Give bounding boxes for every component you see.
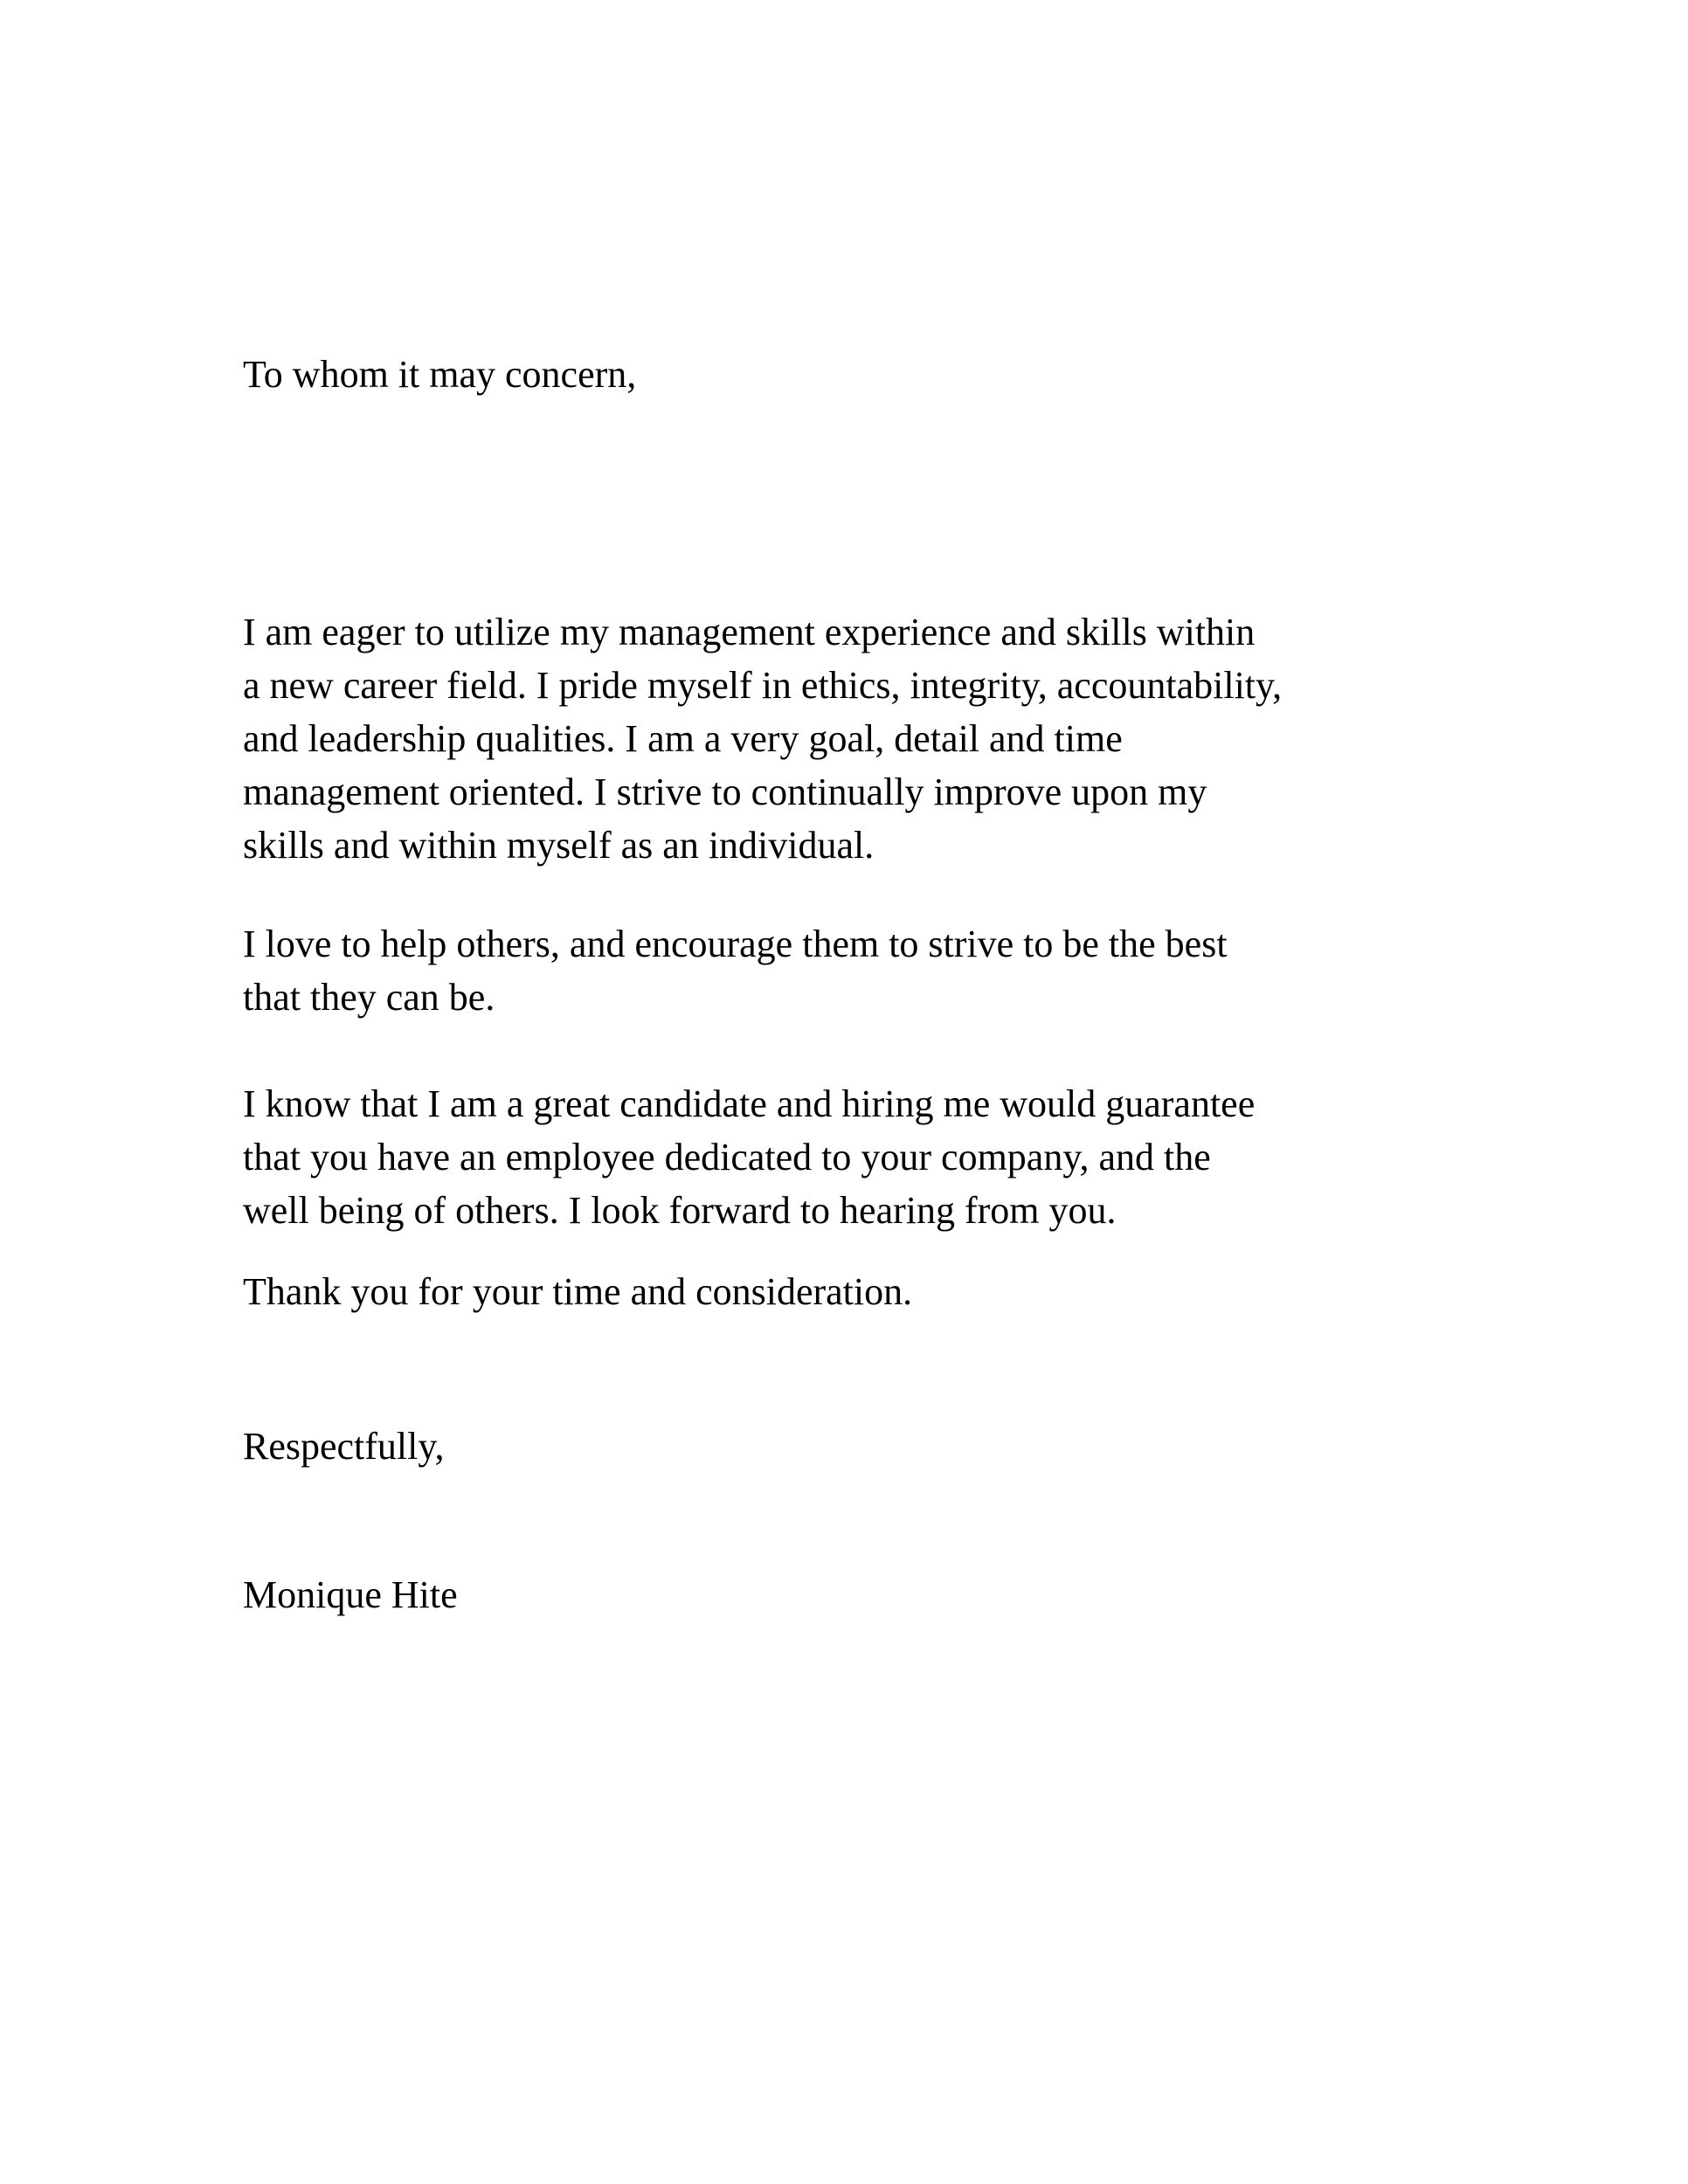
- letter-closing-thanks: Thank you for your time and consideration.: [243, 1270, 913, 1313]
- letter-salutation: To whom it may concern,: [243, 353, 637, 396]
- letter-paragraph-3: I know that I am a great candidate and hiring me would guarantee that you have an employee dedicated to your company, and the well being of others. I look forward to hearing from you.: [243, 1082, 1256, 1232]
- letter-paragraph-2: I love to help others, and encourage them to strive to be the best that they can be.: [243, 923, 1228, 1019]
- letter-valediction: Respectfully,: [243, 1425, 445, 1468]
- letter-signature-name: Monique Hite: [243, 1573, 458, 1616]
- letter-paragraph-1: I am eager to utilize my management experience and skills within a new career field. I pride myself in ethics, integrity, accountability, and leadership qualities. I am a very goal, detail and time management oriented. I strive to continually improve upon my skills and within myself as an individual.: [243, 611, 1283, 867]
